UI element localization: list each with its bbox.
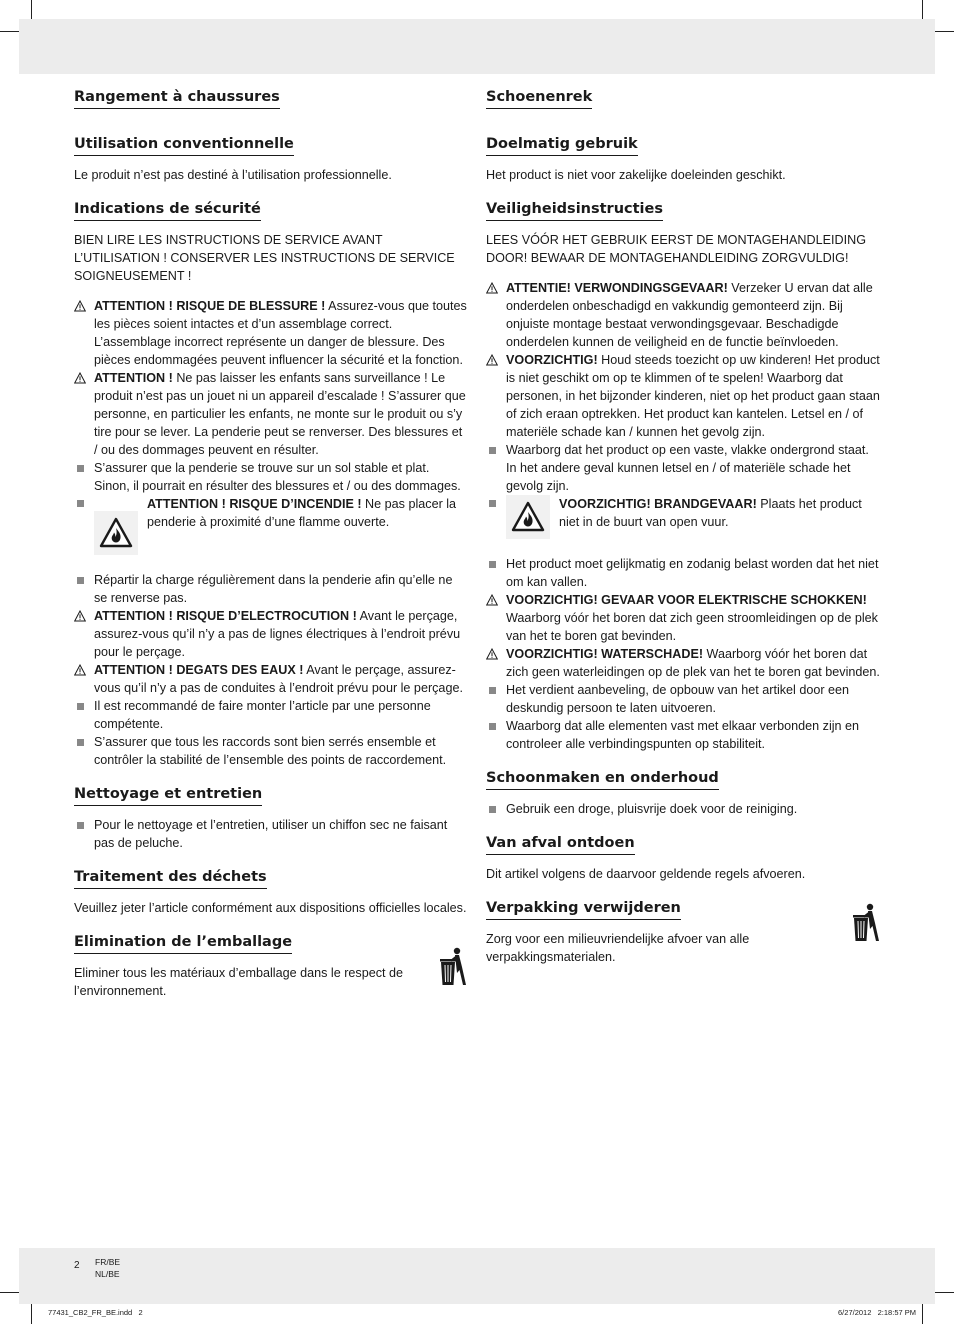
language-code: FR/BE [95, 1257, 121, 1267]
list-item: Gebruik een droge, pluisvrije doek voor de reiniging. [486, 800, 881, 818]
square-bullet-icon [489, 806, 496, 813]
title-nl: Schoenenrek [486, 88, 592, 109]
square-bullet-icon [77, 500, 84, 507]
square-bullet-icon [489, 687, 496, 694]
safety-caps-nl: LEES VÓÓR HET GEBRUIK EERST DE MONTAGEHANDLEIDING DOOR! BEWAAR DE MONTAGEHANDLEIDING ZORGVULDIG! [486, 233, 866, 265]
safety-heading-nl: Veiligheidsinstructies [486, 200, 663, 221]
waste-text-nl: Dit artikel volgens de daarvoor geldende regels afvoeren. [486, 867, 806, 881]
safety-list-fr [74, 297, 468, 495]
page-number: 2 [74, 1260, 80, 1271]
fire-hazard-icon [94, 511, 138, 555]
square-bullet-icon [489, 723, 496, 730]
waste-heading-fr: Traitement des déchets [74, 868, 267, 889]
safety-caps-fr: BIEN LIRE LES INSTRUCTIONS DE SERVICE AVANT L’UTILISATION ! CONSERVER LES INSTRUCTIONS DE SERVICE SOIGNEUSEMENT ! [74, 233, 455, 283]
list-item: ATTENTION ! DEGATS DES EAUX ! Avant le perçage, assurez-vous qu’il n’y a pas de conduites à l’endroit prévu pour le perçage. [74, 661, 468, 697]
header-band [19, 19, 935, 74]
warning-triangle-icon [74, 610, 86, 622]
file-slug: 77431_CB2_FR_BE.indd 2 [48, 1308, 143, 1317]
column-fr [74, 88, 468, 1016]
list-item: VOORZICHTIG! WATERSCHADE! Waarborg vóór het boren dat zich geen waterleidingen op de plek van het te boren gat bevinden. [486, 645, 881, 681]
list-item: ATTENTIE! VERWONDINGSGEVAAR! Verzeker U ervan dat alle onderdelen onbeschadigd en vakkundig gemonteerd zijn. Bij onjuiste montage bestaat verwondingsgevaar. Beschadigde onderdelen kunnen de veiligheid en de functie beïnvloeden. [486, 279, 881, 351]
list-item: Waarborg dat alle elementen vast met elkaar verbonden zijn en controleer alle verbindingspunten op stabiliteit. [486, 717, 881, 753]
list-item: S’assurer que tous les raccords sont bien serrés ensemble et contrôler la stabilité de l’ensemble des points de raccordement. [74, 733, 468, 769]
footer-band [19, 1248, 935, 1304]
list-item: VOORZICHTIG! GEVAAR VOOR ELEKTRISCHE SCHOKKEN! Waarborg vóór het boren dat zich geen stroomleidingen op de plek van het te boren gat bevinden. [486, 591, 881, 645]
crop-mark [934, 1292, 954, 1293]
crop-mark [31, 0, 32, 20]
fire-warning-nl: VOORZICHTIG! BRANDGEVAAR! Plaats het product niet in de buurt van open vuur. [486, 495, 881, 539]
list-item: Het verdient aanbeveling, de opbouw van het artikel door een deskundig persoon te laten uitvoeren. [486, 681, 881, 717]
title-fr: Rangement à chaussures [74, 88, 280, 109]
crop-mark [934, 31, 954, 32]
list-item: ATTENTION ! RISQUE DE BLESSURE ! Assurez-vous que toutes les pièces soient intactes et d’un assemblage correct. L’assemblage incorrect représente un danger de blessure. Des pièces endommagées peuvent influencer la sécurité et la fonction. [74, 297, 468, 369]
safety-list-nl-2 [486, 555, 881, 753]
language-codes [95, 1256, 120, 1280]
list-item: Pour le nettoyage et l’entretien, utiliser un chiffon sec ne faisant pas de peluche. [74, 816, 468, 852]
square-bullet-icon [77, 822, 84, 829]
list-item: Il est recommandé de faire monter l’article par une personne compétente. [74, 697, 468, 733]
use-text-nl: Het product is niet voor zakelijke doeleinden geschikt. [486, 168, 786, 182]
use-heading-fr: Utilisation conventionnelle [74, 135, 294, 156]
waste-text-fr: Veuillez jeter l’article conformément aux dispositions officielles locales. [74, 901, 467, 915]
square-bullet-icon [77, 577, 84, 584]
warning-triangle-icon [486, 648, 498, 660]
square-bullet-icon [77, 739, 84, 746]
safety-list-nl [486, 279, 881, 495]
use-heading-nl: Doelmatig gebruik [486, 135, 638, 156]
crop-mark [0, 1292, 20, 1293]
square-bullet-icon [77, 703, 84, 710]
fire-hazard-icon [506, 495, 550, 539]
list-item: S’assurer que la penderie se trouve sur un sol stable et plat. Sinon, il pourrait en résulter des blessures et / ou des dommages. [74, 459, 468, 495]
warning-triangle-icon [74, 300, 86, 312]
trash-bin-icon [851, 903, 883, 943]
pack-heading-nl: Verpakking verwijderen [486, 899, 681, 920]
crop-mark [922, 1304, 923, 1324]
warning-triangle-icon [74, 372, 86, 384]
pack-heading-fr: Elimination de l’emballage [74, 933, 292, 954]
use-text-fr: Le produit n’est pas destiné à l’utilisation professionnelle. [74, 168, 392, 182]
square-bullet-icon [77, 465, 84, 472]
square-bullet-icon [489, 561, 496, 568]
list-item: Het product moet gelijkmatig en zodanig belast worden dat het niet om kan vallen. [486, 555, 881, 591]
safety-heading-fr: Indications de sécurité [74, 200, 261, 221]
trash-bin-icon [438, 947, 470, 987]
list-item: Répartir la charge régulièrement dans la penderie afin qu’elle ne se renverse pas. [74, 571, 468, 607]
safety-list-fr-2 [74, 571, 468, 769]
language-code: NL/BE [95, 1269, 120, 1279]
square-bullet-icon [489, 500, 496, 507]
timestamp-slug: 6/27/2012 2:18:57 PM [838, 1308, 916, 1317]
column-nl [486, 88, 881, 982]
list-item: ATTENTION ! Ne pas laisser les enfants sans surveillance ! Le produit n’est pas un jouet ni un appareil d’escalade ! S’assurer que personne, en particulier les enfants, ne monte sur le produit ou s’y tire pour se lever. La penderie peut se renverser. Des blessures et / ou des dommages peuvent en résulter. [74, 369, 468, 459]
square-bullet-icon [489, 447, 496, 454]
pack-text-fr: Eliminer tous les matériaux d’emballage dans le respect de l’environnement. [74, 966, 404, 998]
clean-heading-nl: Schoonmaken en onderhoud [486, 769, 719, 790]
warning-triangle-icon [486, 354, 498, 366]
warning-triangle-icon [74, 664, 86, 676]
clean-heading-fr: Nettoyage et entretien [74, 785, 262, 806]
warning-triangle-icon [486, 594, 498, 606]
crop-mark [31, 1304, 32, 1324]
crop-mark [0, 31, 20, 32]
list-item: Waarborg dat het product op een vaste, vlakke ondergrond staat. In het andere geval kunnen letsel en / of materiële schade het gevolg zijn. [486, 441, 881, 495]
fire-warning-fr: ATTENTION ! RISQUE D’INCENDIE ! Ne pas placer la penderie à proximité d’une flamme ouverte. [74, 495, 468, 555]
warning-triangle-icon [486, 282, 498, 294]
waste-heading-nl: Van afval ontdoen [486, 834, 635, 855]
list-item: ATTENTION ! RISQUE D’ELECTROCUTION ! Avant le perçage, assurez-vous qu’il n’y a pas de lignes électriques à l’endroit prévu pour le perçage. [74, 607, 468, 661]
list-item: VOORZICHTIG! Houd steeds toezicht op uw kinderen! Het product is niet geschikt om op te klimmen of te spelen! Waarborg dat personen, in het bijzonder kinderen, niet op het product gaan staan of zich eraan optrekken. Het product kan kantelen. Letsel en / of materiële schade kan / kunnen het gevolg zijn. [486, 351, 881, 441]
crop-mark [922, 0, 923, 20]
pack-text-nl: Zorg voor een milieuvriendelijke afvoer van alle verpakkingsmaterialen. [486, 932, 750, 964]
